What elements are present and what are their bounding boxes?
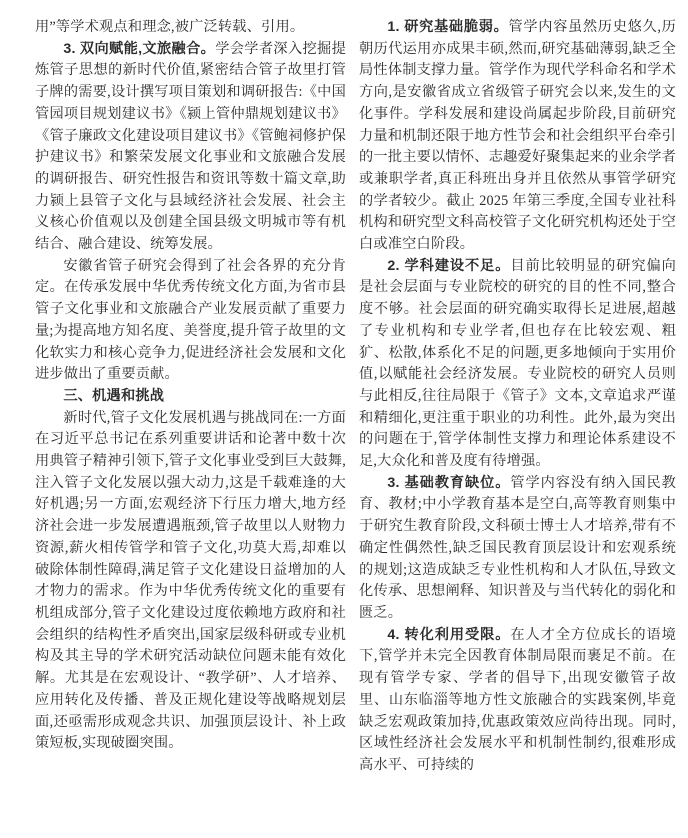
paragraph-lead-bold: 2. 学科建设不足。	[387, 257, 511, 274]
section-heading	[35, 386, 346, 408]
left-column	[35, 17, 346, 838]
paragraph-text: 用”等学术观点和理念,被广泛转载、引用。	[35, 19, 305, 35]
paragraph-continuation	[35, 17, 346, 39]
paragraph-text: 新时代,管子文化发展机遇与挑战同在:一方面在习近平总书记在系列重要讲话和论著中数十次用典管子精神引领下,管子文化事业受到巨大鼓舞,注入管子文化发展以强大动力,这是千载难逢的大好机遇;另一方面,宏观经济下行压力增大,地方经济社会进一步发展遭遇瓶颈,管子故里以人财物力资源,薪火相传管学和管子文化,功莫大焉,却难以破除体制性障碍,满足管子文化建设日益增加的人才物力的需求。作为中华优秀传统文化的重要有机组成部分,管子文化建设过度依赖地方政府和社会组织的结构性矛盾突出,国家层级科研或专业机构及其主导的学术研究活动缺位问题未能有效化解。尤其是在宏观设计、“教学研”、人才培养、应用转化及传播、普及正规化建设等战略规划层面,还亟需形成观念共识、加强顶层设计、补上政策短板,实现破圈突围。	[35, 409, 346, 752]
paragraph-numbered	[359, 625, 676, 777]
paragraph-text: 管学内容没有纳入国民教育、教材;中小学教育基本是空白,高等教育则集中于研究生教育阶段,文科硕士博士人才培养,带有不确定性偶然性,缺乏国民教育顶层设计和宏观系统的规划;这造成缺乏专业性机构和人才队伍,导致文化传承、思想阐释、知识普及与当代转化的弱化和匮乏。	[359, 474, 676, 621]
paragraph-text: 安徽省管子研究会得到了社会各界的充分肯定。在传承发展中华优秀传统文化方面,为省市县管子文化事业和文旅融合产业发展贡献了重要力量;为提高地方知名度、美誉度,提升管子故里的文化软实力和核心竞争力,促进经济社会发展和文化进步做出了重要贡献。	[35, 257, 346, 383]
paragraph	[35, 408, 346, 755]
section-heading-text: 三、机遇和挑战	[63, 387, 165, 404]
paragraph-numbered	[359, 256, 676, 473]
paragraph-numbered	[359, 473, 676, 625]
paragraph-text: 在人才全方位成长的语境下,管学并未完全因教育体制局限而裹足不前。在现有管学专家、学者的倡导下,出现安徽管子故里、山东临淄等地方性文旅融合的实践案例,毕竟缺乏宏观政策加持,优惠政策效应尚待出现。同时,区域性经济社会发展水平和机制性制约,很难形成高水平、可持续的	[359, 626, 676, 773]
paragraph-lead-bold: 4. 转化利用受限。	[387, 626, 511, 643]
right-column	[359, 17, 676, 838]
paragraph-text: 管学内容虽然历史悠久,历朝历代运用亦成果丰硕,然而,研究基础薄弱,缺乏全局性体制支撑力量。管学作为现代学科命名和学术方向,是安徽省成立省级管子研究会以来,发生的文化事件。学科发展和建设尚属起步阶段,目前研究力量和机制还限于地方性节会和社会组织平台牵引的一批主要以情怀、志趣爱好聚集起来的业余学者或兼职学者,真正科班出身并且依然从事管学研究的学者较少。截止 2025 年第三季度,全国专业社科机构和研究型文科高校管子文化研究机构还处于空白或准空白阶段。	[359, 19, 676, 253]
paragraph-text: 目前比较明显的研究偏向是社会层面与专业院校的研究的目的性不同,整合度不够。社会层面的研究确实取得长足进展,超越了专业机构和专业学者,但也存在比较宏观、粗犷、松散,体系化不足的问题,更多地倾向于实用价值,以赋能社会经济发展。专业院校的研究人员则与此相反,往往局限于《管子》文本,文章追求严谨和精细化,更注重于职业的功利性。此外,最为突出的问题在于,管学体制性支撑力和理论体系建设不足,大众化和普及度有待增强。	[359, 257, 676, 470]
paragraph-numbered	[35, 39, 346, 256]
paragraph-lead-bold: 1. 研究基础脆弱。	[387, 19, 509, 35]
paragraph-numbered	[359, 17, 676, 256]
paragraph-text: 学会学者深入挖掘提炼管子思想的新时代价值,紧密结合管子故里打管子牌的需要,设计撰写项目策划和调研报告:《中国管园项目规划建议书》《颍上管仲鼎规划建议书》《管子廉政文化建设项目建议书》《管鲍祠修护保护建议书》和繁荣发展文化事业和文旅融合发展的调研报告、研究性报告和资讯等数十篇文章,助力颍上县管子文化与县域经济社会发展、社会主义核心价值观以及创建全国县级文明城市等有机结合、融合建设、统筹发展。	[35, 40, 346, 253]
paragraph	[35, 256, 346, 386]
paragraph-lead-bold: 3. 双向赋能,文旅融合。	[63, 40, 216, 57]
paragraph-lead-bold: 3. 基础教育缺位。	[387, 474, 511, 491]
